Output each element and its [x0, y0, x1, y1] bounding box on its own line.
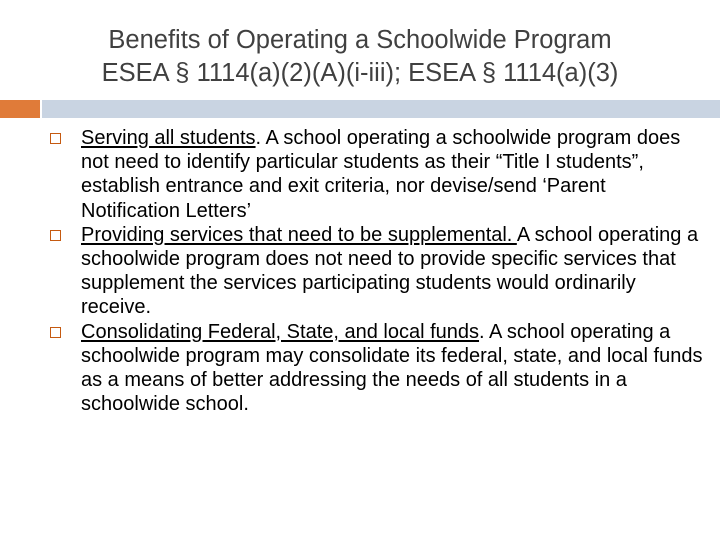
bullet-list	[0, 126, 720, 416]
bullet-body: . A school operating a schoolwide program does not need to identify particular students as their “Title I students”, establish entrance and exit criteria, nor devise/send ‘Parent Notification Letters’	[81, 127, 681, 222]
bullet-item	[0, 126, 720, 223]
bullet-heading: Serving all students	[81, 127, 256, 149]
square-bullet-icon	[50, 230, 61, 241]
bullet-heading: Consolidating Federal, State, and local funds	[81, 320, 480, 343]
bullet-heading: Providing services that need to be supplemental.	[81, 223, 517, 246]
accent-bar-orange	[0, 100, 40, 118]
title-line-1: Benefits of Operating a Schoolwide Program	[108, 26, 612, 54]
square-bullet-icon	[50, 133, 61, 144]
bullet-item	[0, 223, 720, 320]
slide-title	[0, 24, 720, 90]
bullet-body: A school operating a schoolwide program does not need to provide specific services that supplement the services participating students would ordinarily receive.	[81, 223, 699, 319]
accent-bar-blue	[42, 100, 720, 118]
bullet-item	[0, 320, 720, 417]
bullet-body: . A school operating a schoolwide program may consolidate its federal, state, and local funds as a means of better addressing the needs of all students in a schoolwide school.	[81, 320, 703, 416]
title-line-2: ESEA § 1114(a)(2)(A)(i-iii); ESEA § 1114(a)(3)	[101, 59, 619, 87]
square-bullet-icon	[50, 327, 61, 338]
